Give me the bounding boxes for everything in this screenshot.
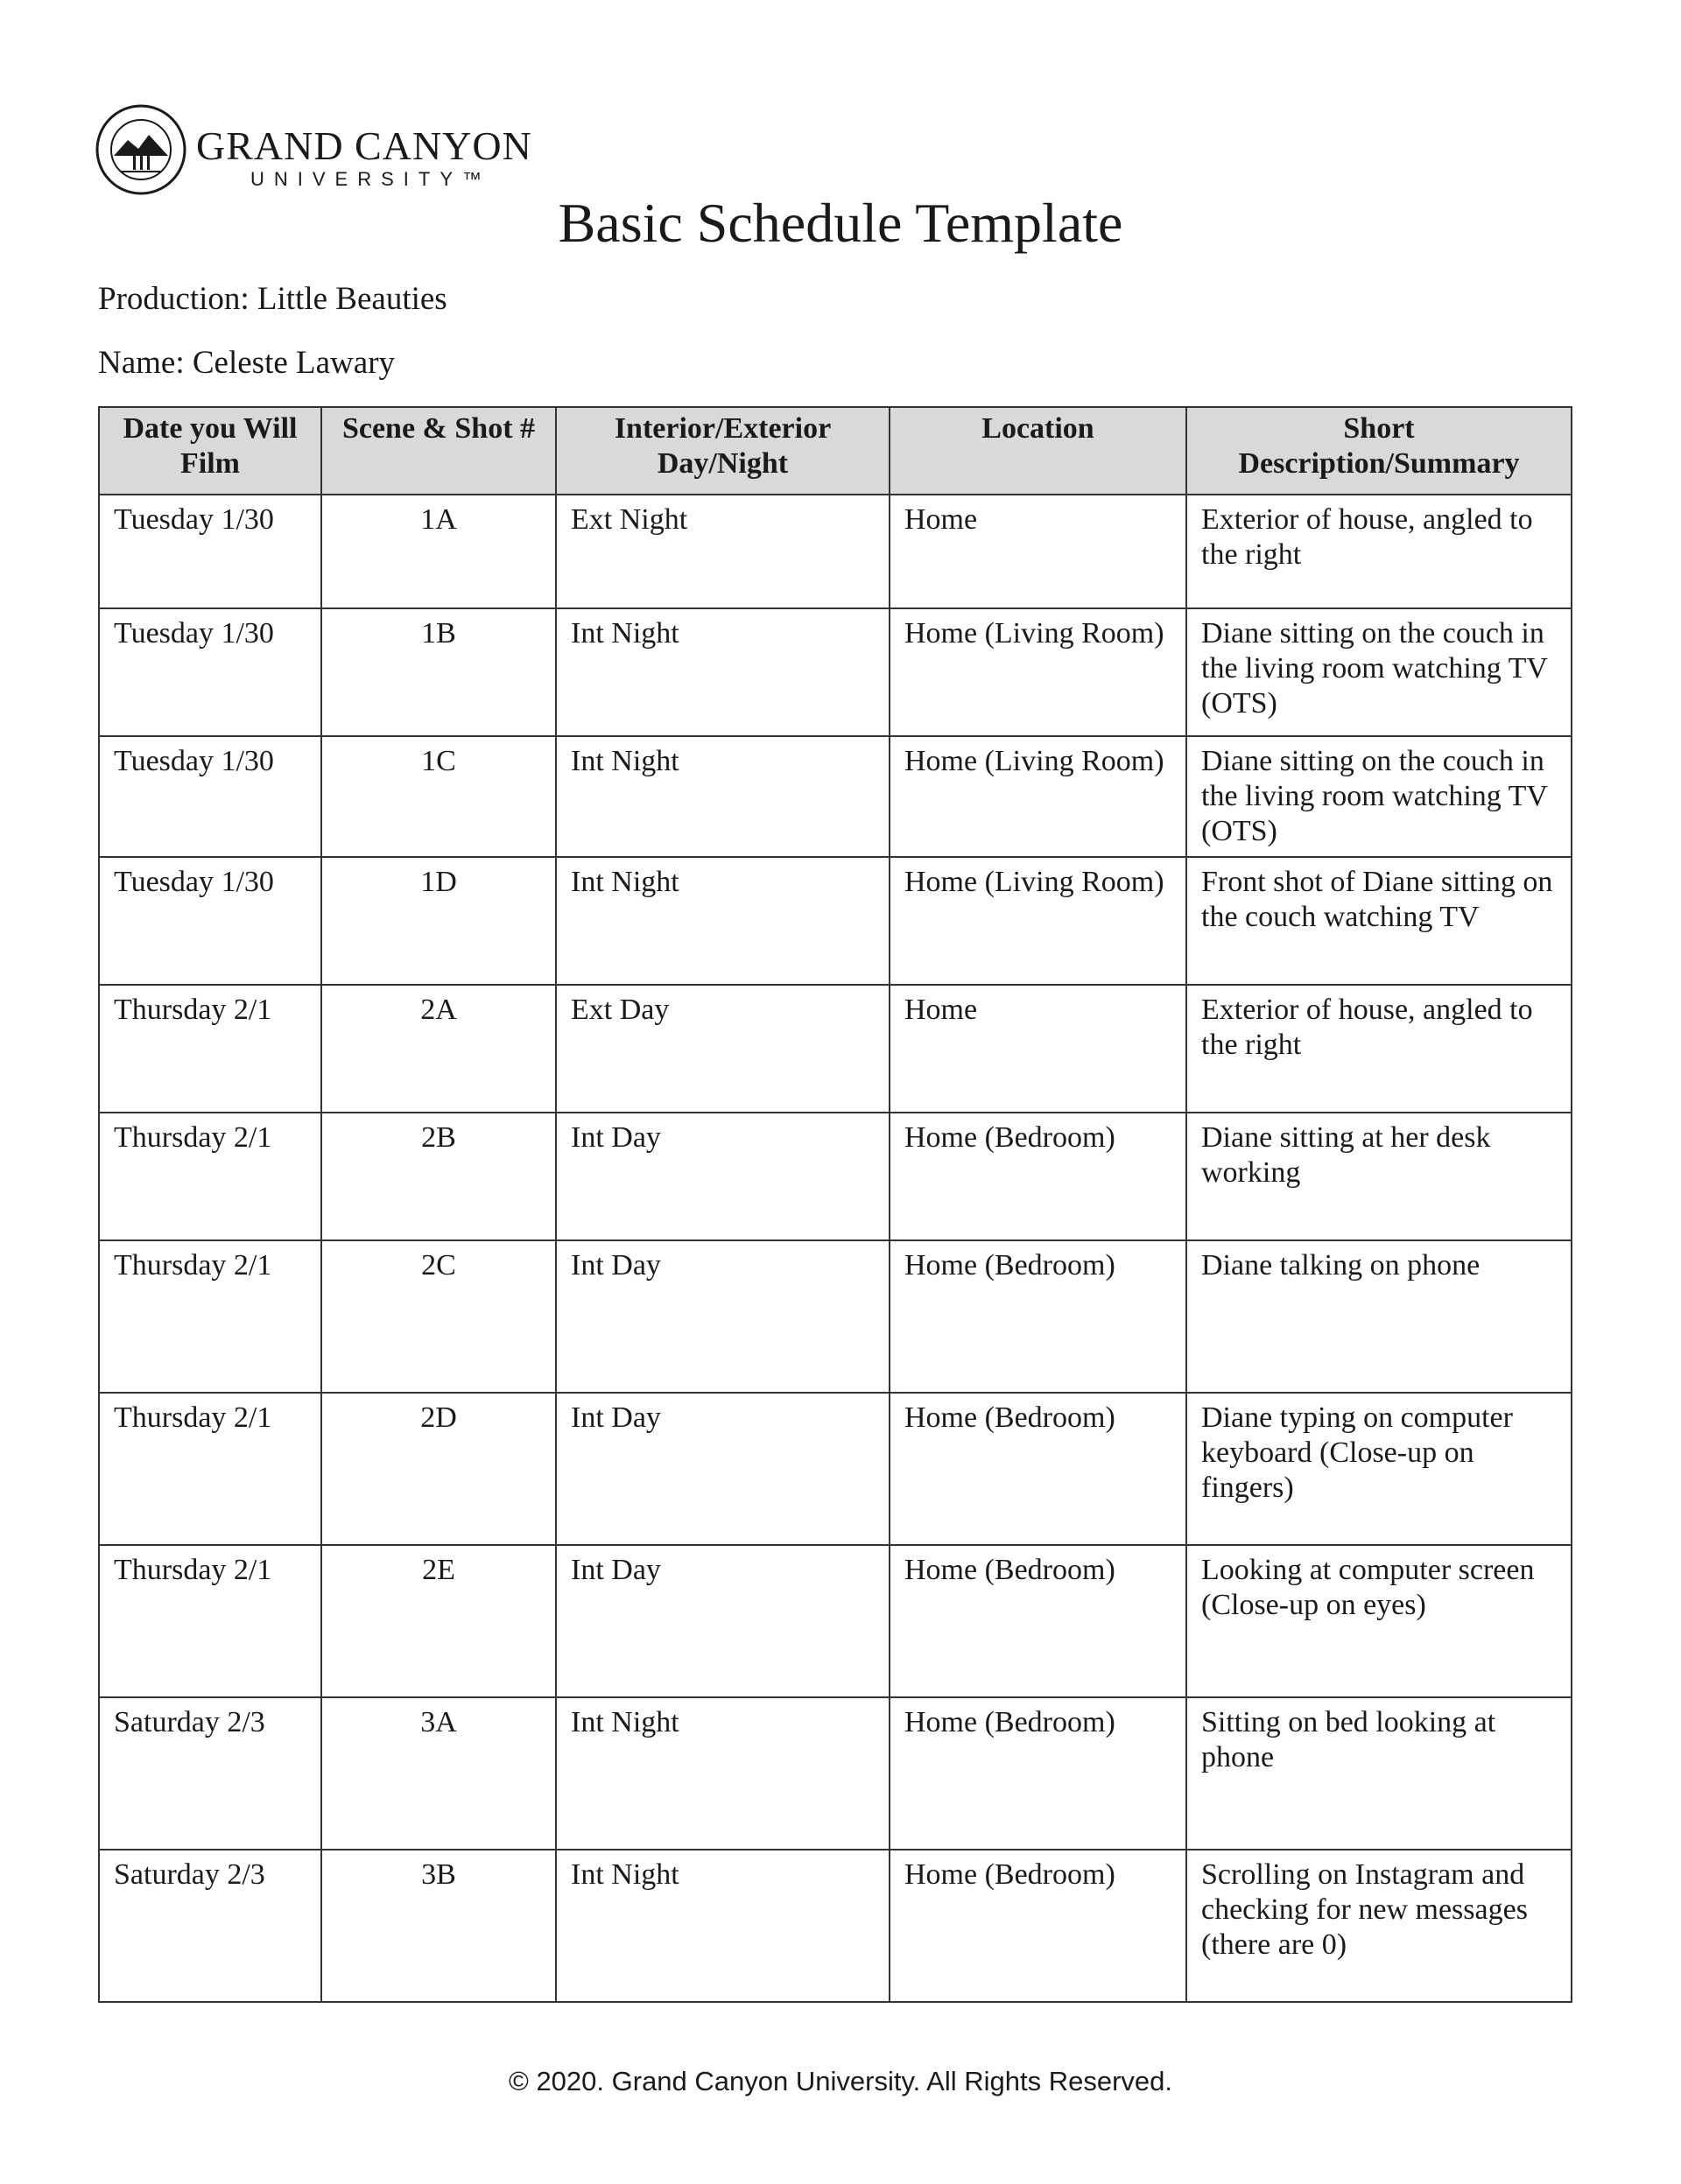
cell-scene-shot: 2C — [321, 1240, 556, 1393]
table-row — [99, 495, 1572, 608]
header-date: Date you Will Film — [99, 407, 321, 495]
cell-description: Diane sitting on the couch in the living room watching TV (OTS) — [1186, 608, 1572, 736]
cell-interior-exterior: Int Night — [556, 1850, 890, 2002]
university-seal-icon — [95, 103, 187, 196]
table-row — [99, 1240, 1572, 1393]
cell-description: Diane talking on phone — [1186, 1240, 1572, 1393]
table-row — [99, 1545, 1572, 1697]
table-row — [99, 1393, 1572, 1545]
header-description: Short Description/Summary — [1186, 407, 1572, 495]
table-row — [99, 608, 1572, 736]
cell-interior-exterior: Ext Day — [556, 985, 890, 1113]
copyright-footer: © 2020. Grand Canyon University. All Rights Reserved. — [508, 2066, 1172, 2096]
cell-date: Tuesday 1/30 — [99, 736, 321, 857]
cell-interior-exterior: Int Day — [556, 1240, 890, 1393]
cell-interior-exterior: Ext Night — [556, 495, 890, 608]
cell-date: Thursday 2/1 — [99, 1113, 321, 1240]
cell-description: Front shot of Diane sitting on the couch watching TV — [1186, 857, 1572, 985]
header-location: Location — [890, 407, 1186, 495]
cell-location: Home (Bedroom) — [890, 1113, 1186, 1240]
cell-scene-shot: 1D — [321, 857, 556, 985]
cell-location: Home (Bedroom) — [890, 1850, 1186, 2002]
cell-date: Thursday 2/1 — [99, 1240, 321, 1393]
cell-scene-shot: 2D — [321, 1393, 556, 1545]
cell-interior-exterior: Int Day — [556, 1545, 890, 1697]
cell-date: Tuesday 1/30 — [99, 608, 321, 736]
cell-location: Home — [890, 495, 1186, 608]
header-interior-exterior: Interior/Exterior Day/Night — [556, 407, 890, 495]
table-header-row — [99, 407, 1572, 495]
cell-date: Thursday 2/1 — [99, 985, 321, 1113]
table-row — [99, 736, 1572, 857]
cell-location: Home (Bedroom) — [890, 1545, 1186, 1697]
table-row — [99, 1850, 1572, 2002]
cell-description: Exterior of house, angled to the right — [1186, 495, 1572, 608]
table-row — [99, 1113, 1572, 1240]
cell-scene-shot: 1A — [321, 495, 556, 608]
cell-scene-shot: 2A — [321, 985, 556, 1113]
page-title: Basic Schedule Template — [558, 192, 1123, 254]
cell-interior-exterior: Int Night — [556, 1697, 890, 1850]
cell-scene-shot: 2E — [321, 1545, 556, 1697]
cell-date: Tuesday 1/30 — [99, 495, 321, 608]
cell-scene-shot: 3B — [321, 1850, 556, 2002]
cell-location: Home — [890, 985, 1186, 1113]
cell-interior-exterior: Int Day — [556, 1113, 890, 1240]
cell-location: Home (Living Room) — [890, 608, 1186, 736]
cell-interior-exterior: Int Night — [556, 608, 890, 736]
cell-scene-shot: 1B — [321, 608, 556, 736]
logo-name: GRAND CANYON — [196, 123, 532, 168]
table-row — [99, 857, 1572, 985]
cell-description: Diane typing on computer keyboard (Close-up on fingers) — [1186, 1393, 1572, 1545]
production-line: Production: Little Beauties — [98, 281, 447, 317]
cell-interior-exterior: Int Night — [556, 736, 890, 857]
cell-interior-exterior: Int Day — [556, 1393, 890, 1545]
cell-scene-shot: 2B — [321, 1113, 556, 1240]
cell-description: Scrolling on Instagram and checking for new messages (there are 0) — [1186, 1850, 1572, 2002]
cell-description: Exterior of house, angled to the right — [1186, 985, 1572, 1113]
cell-date: Tuesday 1/30 — [99, 857, 321, 985]
cell-location: Home (Living Room) — [890, 736, 1186, 857]
cell-interior-exterior: Int Night — [556, 857, 890, 985]
cell-description: Looking at computer screen (Close-up on eyes) — [1186, 1545, 1572, 1697]
cell-description: Diane sitting at her desk working — [1186, 1113, 1572, 1240]
cell-location: Home (Bedroom) — [890, 1697, 1186, 1850]
cell-date: Thursday 2/1 — [99, 1545, 321, 1697]
cell-location: Home (Bedroom) — [890, 1240, 1186, 1393]
cell-date: Saturday 2/3 — [99, 1697, 321, 1850]
name-line: Name: Celeste Lawary — [98, 345, 396, 381]
cell-date: Thursday 2/1 — [99, 1393, 321, 1545]
cell-scene-shot: 1C — [321, 736, 556, 857]
cell-description: Diane sitting on the couch in the living room watching TV (OTS) — [1186, 736, 1572, 857]
gcu-logo — [95, 103, 532, 196]
cell-location: Home (Living Room) — [890, 857, 1186, 985]
table-row — [99, 985, 1572, 1113]
cell-description: Sitting on bed looking at phone — [1186, 1697, 1572, 1850]
table-row — [99, 1697, 1572, 1850]
cell-scene-shot: 3A — [321, 1697, 556, 1850]
header-scene-shot: Scene & Shot # — [321, 407, 556, 495]
schedule-table — [98, 406, 1572, 2003]
logo-subtitle: UNIVERSITY™ — [250, 168, 492, 190]
cell-date: Saturday 2/3 — [99, 1850, 321, 2002]
cell-location: Home (Bedroom) — [890, 1393, 1186, 1545]
